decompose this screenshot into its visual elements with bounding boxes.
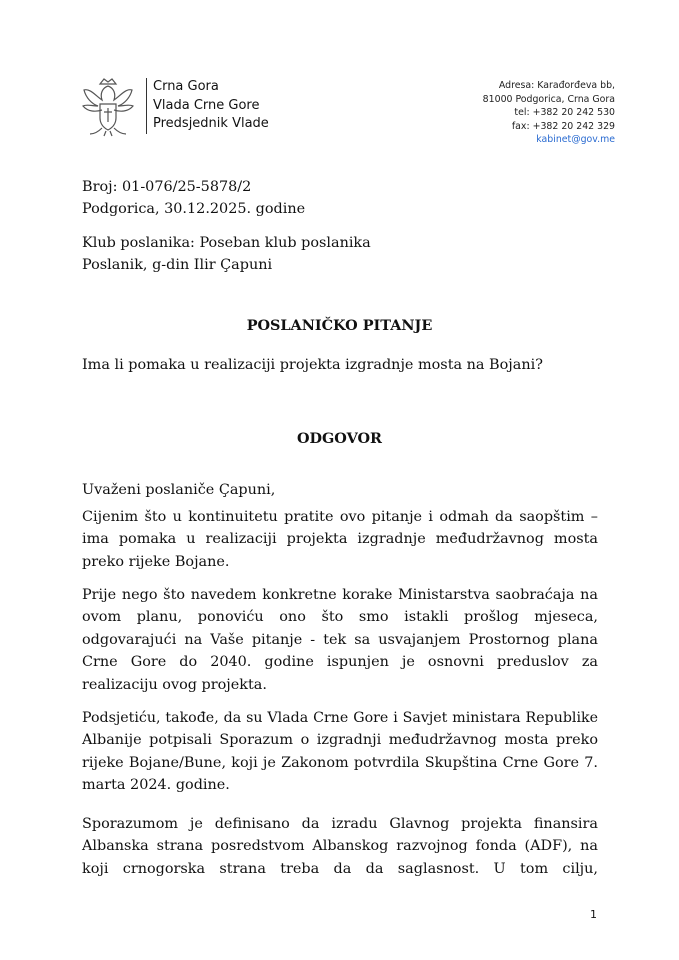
montenegro-coat-of-arms-icon bbox=[78, 76, 138, 138]
paragraph-line: Sporazumom je definisano da izradu Glavnog projekta finansira bbox=[82, 816, 598, 832]
government-name bbox=[153, 78, 269, 134]
question-heading: POSLANIČKO PITANJE bbox=[246, 317, 433, 334]
reference-date: Podgorica, 30.12.2025. godine bbox=[82, 201, 306, 217]
paragraph-line: ima pomaka u realizaciji projekta izgradnje međudržavnog mosta bbox=[82, 531, 598, 548]
paragraph-line: Albanska strana posredstvom Albanskog razvojnog fonda (ADF), na bbox=[82, 838, 598, 855]
reference-block bbox=[82, 176, 305, 220]
answer-heading: ODGOVOR bbox=[297, 430, 382, 447]
paragraph-line: Cijenim što u kontinuitetu pratite ovo pitanje i odmah da saopštim – bbox=[82, 509, 598, 525]
recipient-block bbox=[82, 232, 371, 276]
recipient-club: Klub poslanika: Poseban klub poslanika bbox=[82, 235, 371, 251]
reference-number: Broj: 01-076/25-5878/2 bbox=[82, 179, 252, 195]
contact-fax: fax: +382 20 242 329 bbox=[511, 120, 615, 132]
paragraph-line: Crne Gore do 2040. godine ispunjen je osnovni preduslov za bbox=[82, 654, 598, 671]
paragraph bbox=[82, 707, 598, 797]
header-divider bbox=[146, 78, 147, 134]
org-line-country: Crna Gora bbox=[153, 79, 219, 94]
paragraph bbox=[82, 506, 598, 573]
contact-block bbox=[483, 79, 615, 147]
page-number: 1 bbox=[590, 908, 597, 921]
paragraph-line: odgovarajući na Vaše pitanje - tek sa usvajanjem Prostornog plana bbox=[82, 631, 598, 648]
question-text: Ima li pomaka u realizaciji projekta izgradnje mosta na Bojani? bbox=[82, 357, 543, 373]
paragraph-line: Prije nego što navedem konkretne korake Ministarstva saobraćaja na bbox=[82, 587, 598, 603]
paragraph-line: realizaciju ovog projekta. bbox=[82, 676, 267, 693]
paragraph-line: Albanije potpisali Sporazum o izgradnji međudržavnog mosta preko bbox=[82, 732, 598, 749]
contact-phone: tel: +382 20 242 530 bbox=[514, 107, 615, 119]
recipient-mp: Poslanik, g-din Ilir Çapuni bbox=[82, 257, 273, 273]
org-line-government: Vlada Crne Gore bbox=[153, 97, 260, 113]
paragraph-line: ovom planu, ponoviću ono što smo istakli prošlog mjeseca, bbox=[82, 609, 598, 626]
contact-email-link[interactable]: kabinet@gov.me bbox=[536, 134, 615, 146]
paragraph bbox=[82, 813, 598, 880]
paragraph-line: preko rijeke Bojane. bbox=[82, 553, 230, 570]
paragraph-line: marta 2024. godine. bbox=[82, 777, 230, 794]
paragraph-line: koji crnogorska strana treba da da saglasnost. U tom cilju, bbox=[82, 860, 598, 877]
paragraph bbox=[82, 584, 598, 696]
org-line-office: Predsjednik Vlade bbox=[153, 116, 269, 131]
paragraph-line: rijeke Bojane/Bune, koji je Zakonom potvrdila Skupština Crne Gore 7. bbox=[82, 754, 598, 771]
paragraph-line: Podsjetiću, takođe, da su Vlada Crne Gore i Savjet ministara Republike bbox=[82, 710, 598, 726]
contact-city: 81000 Podgorica, Crna Gora bbox=[482, 93, 615, 105]
contact-address: Adresa: Karađorđeva bb, bbox=[498, 80, 615, 91]
salutation: Uvaženi poslaniče Çapuni, bbox=[82, 482, 276, 498]
